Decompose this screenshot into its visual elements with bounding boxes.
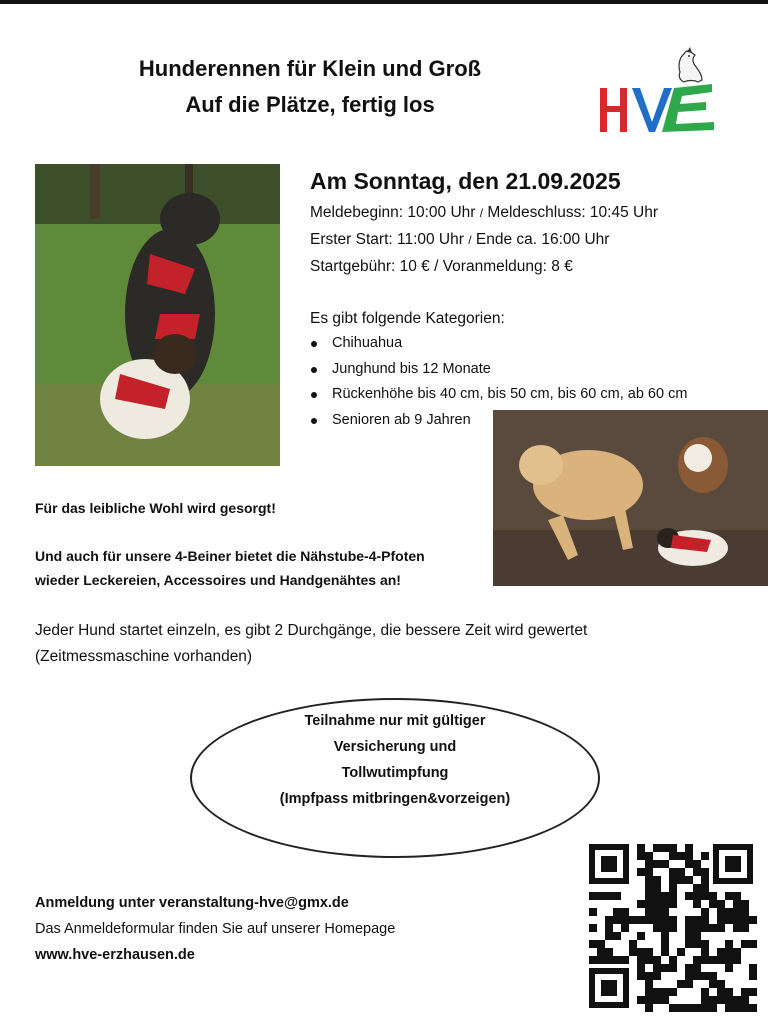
- running-dogs-photo: [493, 410, 768, 586]
- race-times: Erster Start: 11:00 Uhr / Ende ca. 16:00 Uhr: [310, 231, 610, 248]
- hve-letters: [600, 84, 714, 132]
- shop-note-line2: wieder Leckereien, Accessoires und Handgenähtes an!: [35, 572, 401, 588]
- registration-times: Meldebeginn: 10:00 Uhr / Meldeschluss: 10:45 Uhr: [310, 204, 659, 221]
- list-item: Rückenhöhe bis 40 cm, bis 50 cm, bis 60 cm, ab 60 cm: [310, 382, 687, 408]
- notice-line3: Tollwutimpfung: [341, 765, 449, 781]
- rules-line1: Jeder Hund startet einzeln, es gibt 2 Durchgänge, die bessere Zeit wird gewertet: [35, 622, 588, 639]
- list-item: Senioren ab 9 Jahren: [310, 408, 687, 434]
- notice-line4: (Impfpass mitbringen&vorzeigen): [279, 791, 511, 807]
- page-title-line2: Auf die Plätze, fertig los: [185, 92, 435, 117]
- homepage-link[interactable]: www.hve-erzhausen.de: [35, 947, 195, 963]
- catering-note: Für das leibliche Wohl wird gesorgt!: [35, 500, 276, 516]
- shop-note-line1: Und auch für unsere 4-Beiner bietet die Nähstube-4-Pfoten: [35, 548, 425, 564]
- top-border: [0, 0, 768, 4]
- rules-line2: (Zeitmessmaschine vorhanden): [35, 648, 253, 665]
- contact-email[interactable]: Anmeldung unter veranstaltung-hve@gmx.de: [35, 895, 349, 911]
- qr-code-icon[interactable]: [583, 838, 759, 1014]
- dog-icon: [679, 47, 702, 82]
- notice-line2: Versicherung und: [333, 739, 457, 755]
- form-note: Das Anmeldeformular finden Sie auf unserer Homepage: [35, 921, 396, 937]
- hve-logo: [592, 44, 722, 144]
- page-title-line1: Hunderennen für Klein und Groß: [138, 56, 482, 81]
- two-dogs-photo: [35, 164, 280, 466]
- categories-heading: Es gibt folgende Kategorien:: [310, 310, 505, 327]
- list-item: Junghund bis 12 Monate: [310, 357, 687, 383]
- notice-line1: Teilnahme nur mit gültiger: [304, 713, 486, 729]
- list-item: Chihuahua: [310, 331, 687, 357]
- fees: Startgebühr: 10 € / Voranmeldung: 8 €: [310, 258, 573, 275]
- event-date: Am Sonntag, den 21.09.2025: [310, 168, 621, 194]
